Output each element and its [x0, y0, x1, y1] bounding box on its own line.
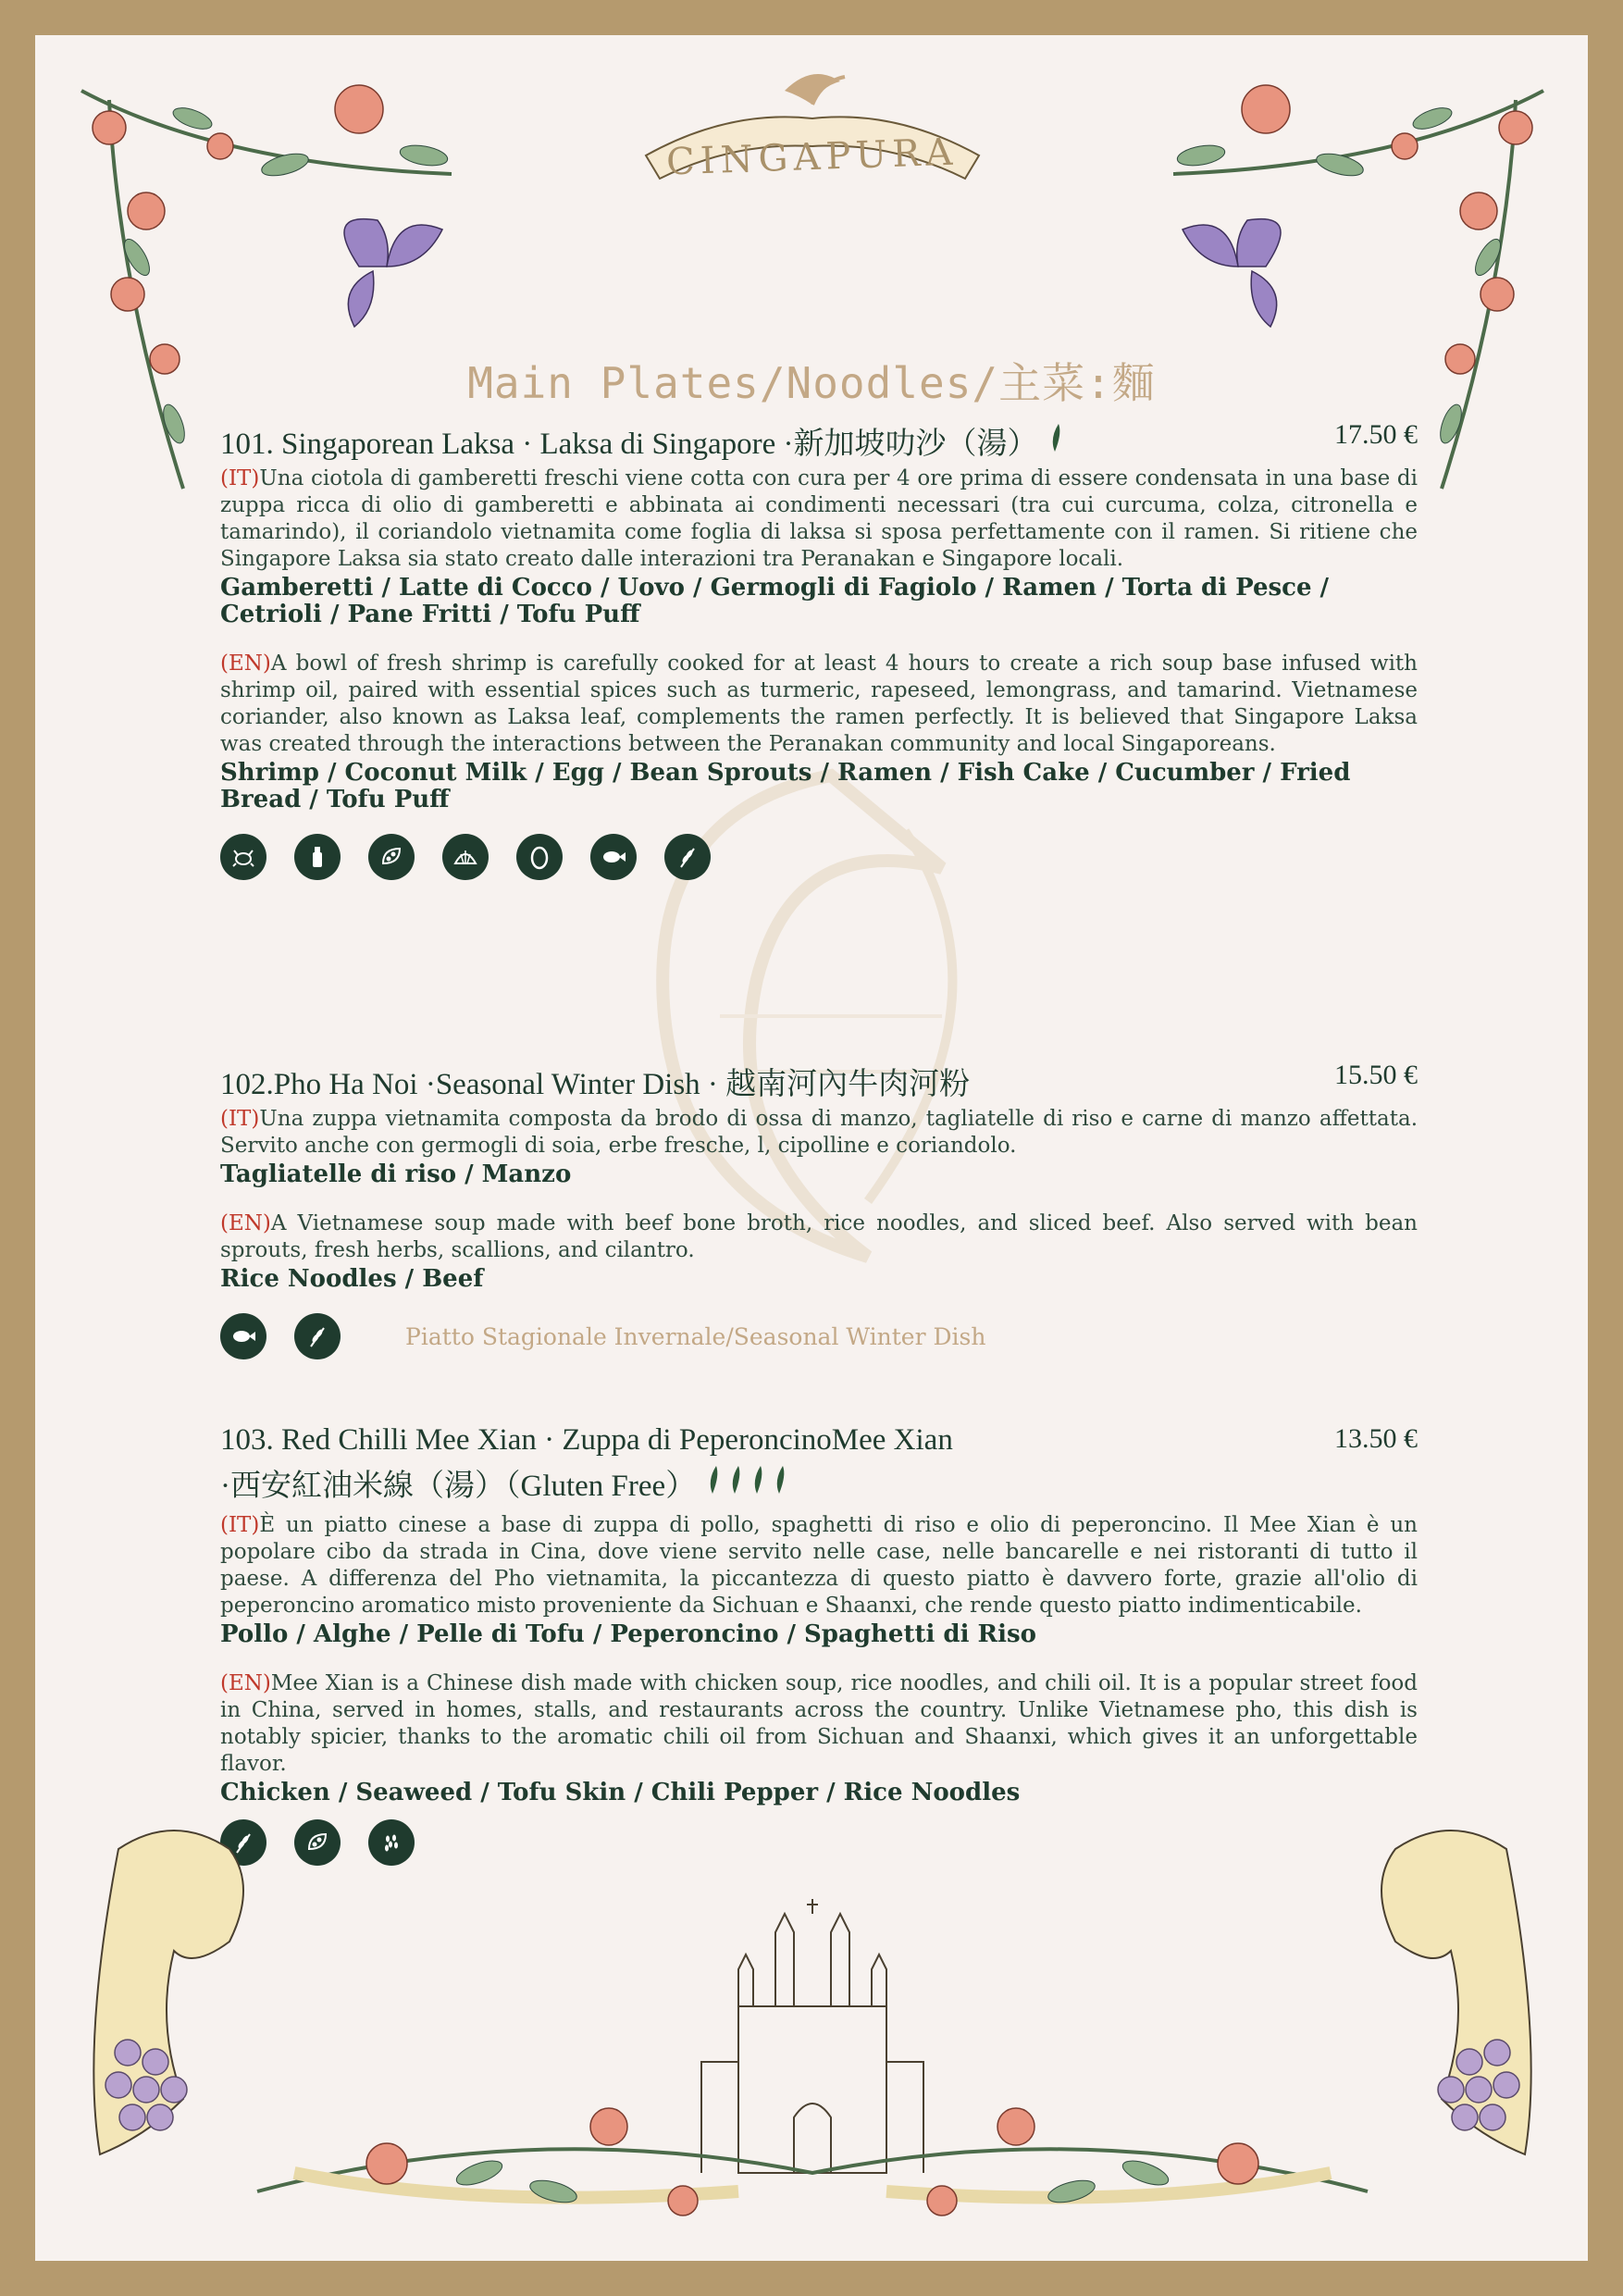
fish-icon — [220, 1313, 266, 1359]
dish-subtitle: ·西安紅油米線（湯）（Gluten Free） — [220, 1461, 953, 1505]
dish-header — [220, 1060, 1418, 1106]
header-banner — [627, 54, 997, 239]
dish-102 — [220, 1060, 1418, 1359]
soy-bean-icon — [368, 834, 415, 880]
seasonal-note: Piatto Stagionale Invernale/Seasonal Winter Dish — [405, 1322, 986, 1350]
description-it: (IT)Una ciotola di gamberetti freschi viene cotta con cura per 4 ore prima di essere condensata in una base di zuppa ricca di olio di gamberetti e abbinata ai condimenti necessari (tra cui curcuma, colza, citronella e tamarindo), il coriandolo vietnamita come foglia di laksa si sposa perfettamente con il ramen. Si ritiene che Singapore Laksa sia stato creato dalle interazioni tra Peranakan e Singapore locali. — [220, 466, 1418, 571]
bottle-icon — [294, 834, 341, 880]
ingredients-en: Rice Noodles / Beef — [220, 1265, 484, 1293]
dish-title: 101. Singaporean Laksa · Laksa di Singapore ·新加坡叻沙（湯） — [220, 419, 1068, 463]
ingredients-it: Pollo / Alghe / Pelle di Tofu / Peperoncino / Spaghetti di Riso — [220, 1620, 1036, 1648]
wheat-icon — [294, 1313, 341, 1359]
allergen-icons — [220, 1313, 1418, 1359]
fish-icon — [590, 834, 637, 880]
dish-title: 103. Red Chilli Mee Xian · Zuppa di PeperoncinoMee Xian ·西安紅油米線（湯）（Gluten Free） — [220, 1423, 953, 1503]
mollusk-icon — [442, 834, 489, 880]
chili-icon — [1046, 422, 1068, 462]
ingredients-it: Tagliatelle di riso / Manzo — [220, 1160, 572, 1188]
lang-tag-en: (EN) — [220, 1671, 271, 1695]
dish-103 — [220, 1423, 1418, 1866]
dish-price: 17.50 € — [1334, 419, 1418, 450]
crab-icon — [220, 834, 266, 880]
lang-tag-it: (IT) — [220, 1513, 260, 1537]
soy-bean-icon — [294, 1819, 341, 1866]
lang-tag-it: (IT) — [220, 1107, 260, 1131]
lang-tag-en: (EN) — [220, 1211, 271, 1235]
ingredients-en: Shrimp / Coconut Milk / Egg / Bean Sprouts / Ramen / Fish Cake / Cucumber / Fried Bread / Tofu Puff — [220, 759, 1351, 813]
brand-name: CINGAPURA — [665, 130, 960, 184]
description-it: (IT)È un piatto cinese a base di zuppa di pollo, spaghetti di riso e olio di peperoncino. Il Mee Xian è un popolare cibo da strada in Cina, dove viene servito nelle case, nelle bancarelle e nei ristoranti di tutto il paese. A differenza del Pho vietnamita, la piccantezza di questo piatto è davvero forte, grazie all'olio di peperoncino aromatico misto proveniente da Sichuan e Shaanxi, che rende questo piatto indimenticabile. — [220, 1513, 1418, 1618]
description-it: (IT)Una zuppa vietnamita composta da brodo di ossa di manzo, tagliatelle di riso e carne di manzo affettata. Servito anche con germogli di soia, erbe fresche, l, cipolline e coriandolo. — [220, 1107, 1418, 1158]
cathedral-illustration — [220, 1895, 1405, 2247]
dish-price: 13.50 € — [1334, 1423, 1418, 1454]
lang-tag-en: (EN) — [220, 652, 271, 676]
wheat-icon — [664, 834, 711, 880]
ingredients-it: Gamberetti / Latte di Cocco / Uovo / Germogli di Fagiolo / Ramen / Torta di Pesce / Cetrioli / Pane Fritti / Tofu Puff — [220, 574, 1330, 628]
menu-page — [35, 35, 1588, 2261]
dish-header — [220, 1423, 1418, 1512]
description-en: (EN)Mee Xian is a Chinese dish made with chicken soup, rice noodles, and chili oil. It is a popular street food in China, served in homes, stalls, and restaurants across the country. Unlike Vietnamese pho, this dish is notably spicier, thanks to the aromatic chili oil from Sichuan and Shaanxi, which gives it an unforgettable flavor. — [220, 1671, 1418, 1776]
dish-price: 15.50 € — [1334, 1060, 1418, 1090]
sesame-icon — [368, 1819, 415, 1866]
dish-header — [220, 419, 1418, 465]
dish-101 — [220, 419, 1418, 880]
menu-title: Main Plates/Noodles/主菜:麵 — [467, 358, 1156, 408]
dish-title: 102.Pho Ha Noi ·Seasonal Winter Dish · 越南河內牛肉河粉 — [220, 1068, 971, 1101]
ingredients-en: Chicken / Seaweed / Tofu Skin / Chili Pepper / Rice Noodles — [220, 1779, 1021, 1806]
lang-tag-it: (IT) — [220, 466, 260, 490]
description-en: (EN)A bowl of fresh shrimp is carefully cooked for at least 4 hours to create a rich soup base infused with shrimp oil, paired with essential spices such as turmeric, rapeseed, lemongrass, and tamarind. Vietnamese coriander, also known as Laksa leaf, complements the ramen perfectly. It is believed that Singapore Laksa was created through the interactions between the Peranakan community and local Singaporeans. — [220, 652, 1418, 756]
description-en: (EN)A Vietnamese soup made with beef bone broth, rice noodles, and sliced beef. Also served with bean sprouts, fresh herbs, scallions, and cilantro. — [220, 1211, 1418, 1262]
chili-rating-icon — [703, 1464, 796, 1504]
allergen-icons — [220, 834, 1418, 880]
allergen-icons — [220, 1819, 1418, 1866]
egg-icon — [516, 834, 563, 880]
